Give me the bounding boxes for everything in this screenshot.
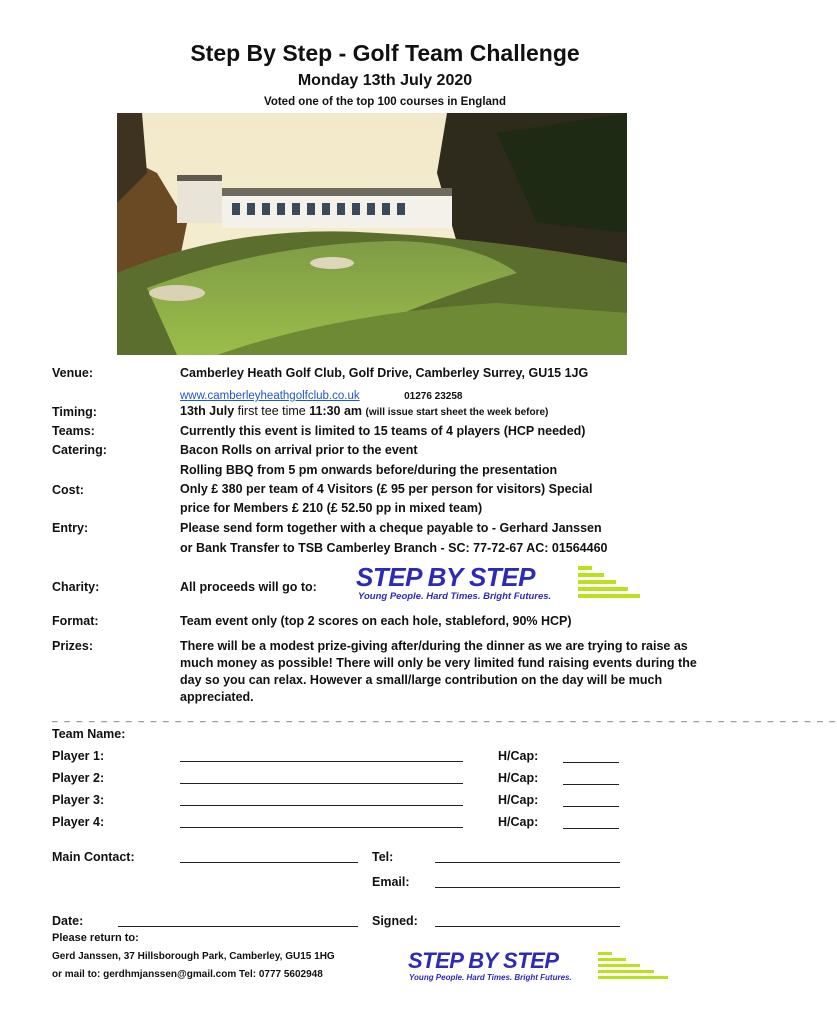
catering-line-2: Rolling BBQ from 5 pm onwards before/during the presentation bbox=[180, 463, 558, 477]
player-3-hcap-field[interactable] bbox=[563, 806, 619, 807]
player-2-name-field[interactable] bbox=[180, 783, 463, 784]
player-1-hcap-field[interactable] bbox=[563, 762, 619, 763]
timing-note: (will issue start sheet the week before) bbox=[365, 407, 549, 418]
player-4-name-field[interactable] bbox=[180, 827, 463, 828]
signed-label: Signed: bbox=[372, 914, 418, 928]
catering-label: Catering: bbox=[52, 443, 107, 457]
player-2-hcap-field[interactable] bbox=[563, 784, 619, 785]
charity-value: All proceeds will go to: bbox=[180, 580, 317, 594]
venue-label: Venue: bbox=[52, 366, 93, 380]
player-2-hcap-label: H/Cap: bbox=[498, 771, 539, 785]
main-contact-field[interactable] bbox=[180, 862, 358, 863]
player-4-hcap-field[interactable] bbox=[563, 828, 619, 829]
cut-line-divider: _ _ _ _ _ _ _ _ _ _ _ _ _ _ _ _ _ _ _ _ _ _ _ _ _ _ _ _ _ _ _ _ _ _ _ _ _ _ _ _ _ _ _ _ _ _ _ _ _ _ _ _ _ _ _ _ _ _ _ _ _ _ _ _ bbox=[52, 712, 837, 723]
player-1-hcap-label: H/Cap: bbox=[498, 749, 539, 763]
email-field[interactable] bbox=[435, 887, 620, 888]
prizes-value: There will be a modest prize-giving after/during the dinner as we are trying to raise as much money as possible! There will only be very limited fund raising events during the day so you can relax. However a small/large contribution on the day will be much appreciated. bbox=[180, 639, 697, 704]
timing-value bbox=[180, 404, 548, 418]
logo-slogan: Young People. Hard Times. Bright Futures. bbox=[358, 591, 552, 602]
player-4-hcap-label: H/Cap: bbox=[498, 815, 539, 829]
timing-date: 13th July bbox=[180, 404, 235, 418]
player-3-name-field[interactable] bbox=[180, 805, 463, 806]
return-address: Gerd Janssen, 37 Hillsborough Park, Camberley, GU15 1HG bbox=[52, 951, 335, 962]
timing-time: 11:30 am bbox=[309, 404, 363, 418]
cost-line-2: price for Members £ 210 (£ 52.50 pp in mixed team) bbox=[180, 501, 483, 515]
date-field[interactable] bbox=[118, 926, 358, 927]
logo-name: STEP BY STEP bbox=[356, 562, 535, 592]
event-date: Monday 13th July 2020 bbox=[297, 72, 473, 89]
venue-phone: 01276 23258 bbox=[404, 391, 463, 402]
main-contact-label: Main Contact: bbox=[52, 850, 135, 864]
timing-label: Timing: bbox=[52, 405, 97, 419]
step-by-step-logo bbox=[356, 562, 646, 604]
player-1-name-field[interactable] bbox=[180, 761, 463, 762]
player-1-label: Player 1: bbox=[52, 749, 105, 763]
tagline: Voted one of the top 100 courses in England bbox=[264, 96, 506, 108]
teams-label: Teams: bbox=[52, 424, 95, 438]
tel-field[interactable] bbox=[435, 862, 620, 863]
date-label: Date: bbox=[52, 914, 84, 928]
footer-step-by-step-logo bbox=[408, 948, 678, 984]
player-3-label: Player 3: bbox=[52, 793, 105, 807]
footer-logo-name: STEP BY STEP bbox=[408, 948, 559, 973]
entry-label: Entry: bbox=[52, 521, 89, 535]
logo-steps-graphic bbox=[578, 566, 640, 602]
page-title: Step By Step - Golf Team Challenge bbox=[190, 40, 580, 66]
signature-field[interactable] bbox=[435, 926, 620, 927]
format-label: Format: bbox=[52, 614, 99, 628]
player-3-hcap-label: H/Cap: bbox=[498, 793, 539, 807]
tel-label: Tel: bbox=[372, 850, 394, 864]
charity-label: Charity: bbox=[52, 580, 100, 594]
entry-line-2: or Bank Transfer to TSB Camberley Branch - SC: 77-72-67 AC: 01564460 bbox=[180, 541, 608, 555]
golf-course-photo bbox=[117, 113, 627, 355]
teams-value: Currently this event is limited to 15 teams of 4 players (HCP needed) bbox=[180, 424, 586, 438]
venue-website-link[interactable]: www.camberleyheathgolfclub.co.uk bbox=[180, 390, 360, 402]
player-4-label: Player 4: bbox=[52, 815, 105, 829]
format-value: Team event only (top 2 scores on each hole, stableford, 90% HCP) bbox=[180, 614, 572, 628]
timing-text: first tee time bbox=[234, 404, 310, 418]
prizes-label: Prizes: bbox=[52, 639, 93, 653]
footer-logo-steps-graphic bbox=[598, 952, 670, 982]
team-name-label: Team Name: bbox=[52, 727, 126, 741]
return-label: Please return to: bbox=[52, 932, 139, 944]
entry-line-1: Please send form together with a cheque payable to - Gerhard Janssen bbox=[180, 521, 602, 535]
venue-value: Camberley Heath Golf Club, Golf Drive, Camberley Surrey, GU15 1JG bbox=[180, 366, 589, 380]
email-label: Email: bbox=[372, 875, 410, 889]
cost-label: Cost: bbox=[52, 483, 84, 497]
footer-logo-slogan: Young People. Hard Times. Bright Futures. bbox=[409, 973, 572, 982]
cost-line-1: Only £ 380 per team of 4 Visitors (£ 95 per person for visitors) Special bbox=[180, 482, 593, 496]
catering-line-1: Bacon Rolls on arrival prior to the event bbox=[180, 443, 418, 457]
player-2-label: Player 2: bbox=[52, 771, 105, 785]
return-contact: or mail to: gerdhmjanssen@gmail.com Tel: 0777 5602948 bbox=[52, 969, 323, 980]
